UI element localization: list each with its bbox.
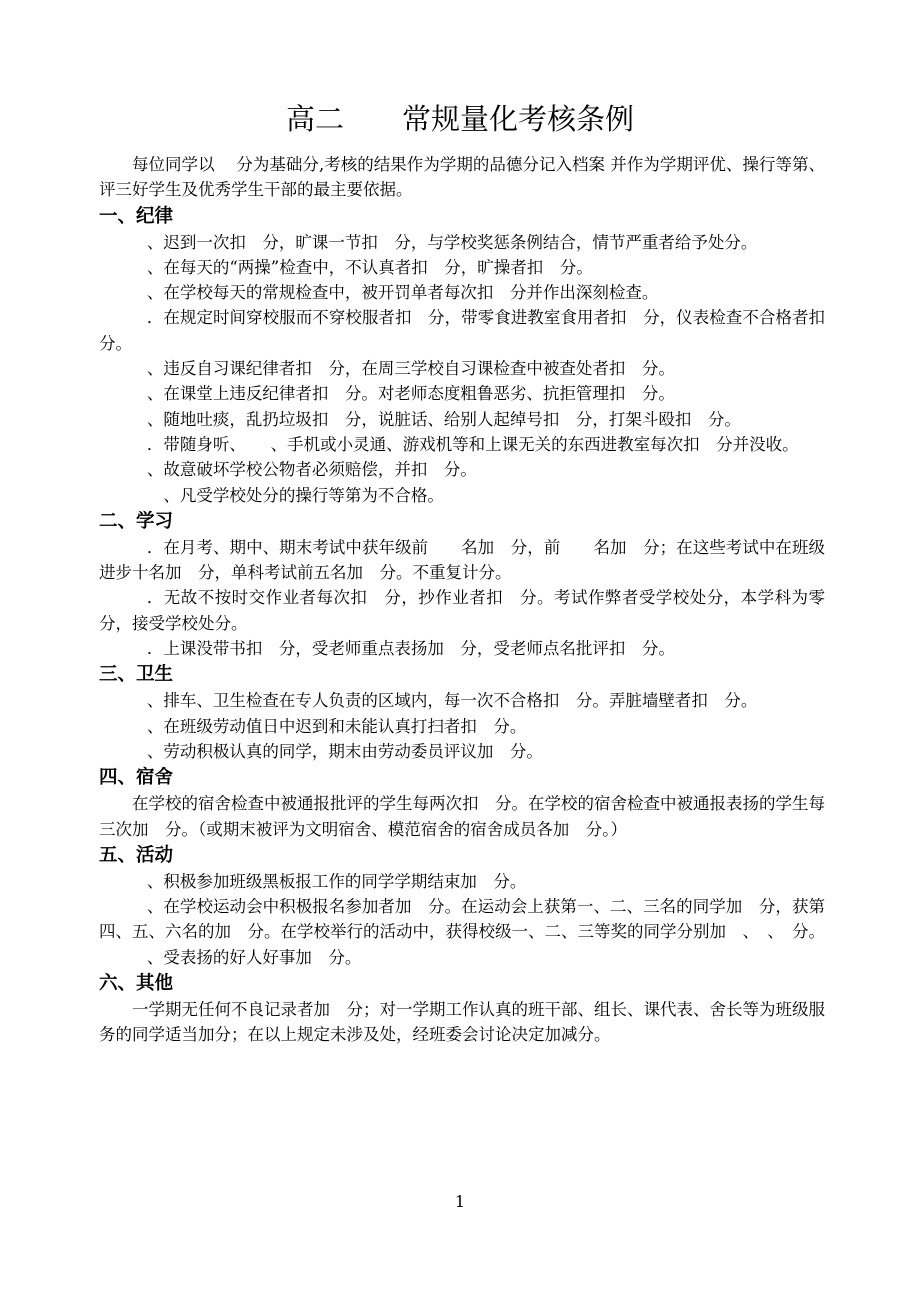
section-dormitory [99, 764, 825, 842]
rule-item: 、积极参加班级黑板报工作的同学学期结束加 分。 [146, 871, 527, 891]
section-study [99, 508, 825, 661]
intro-paragraph: 每位同学以 分为基础分,考核的结果作为学期的品德分记入档案 并作为学期评优、操行等第、评三好学生及优秀学生干部的最主要依据。 [99, 155, 825, 200]
rule-item: ．无故不按时交作业者每次扣 分，抄作业者扣 分。考试作弊者受学校处分，本学科为零分，接受学校处分。 [99, 588, 825, 633]
rule-item: 、在学校每天的常规检查中，被开罚单者每次扣 分并作出深刻检查。 [146, 283, 659, 303]
rule-item: 、在学校运动会中积极报名参加者加 分。在运动会上获第一、二、三名的同学加 分，获第四、五、六名的加 分。在学校举行的活动中，获得校级一、二、三等奖的同学分别加 、 、 分。 [99, 897, 825, 942]
document-body [99, 152, 842, 1048]
rule-item: ．在月考、期中、期末考试中获年级前 名加 分，前 名加 分；在这些考试中在班级进步十名加 分，单科考试前五名加 分。不重复计分。 [99, 537, 825, 583]
rule-item: 、迟到一次扣 分，旷课一节扣 分，与学校奖惩条例结合，情节严重者给予处分。 [146, 232, 758, 252]
section-hygiene [99, 661, 825, 764]
section-discipline [99, 203, 842, 508]
section-heading: 五、活动 [99, 844, 174, 866]
rule-item: ．带随身听、 、手机或小灵通、游戏机等和上课无关的东西进教室每次扣 分并没收。 [146, 434, 799, 454]
section-activities [99, 842, 825, 970]
rule-item: 、故意破坏学校公物者必须赔偿，并扣 分。 [146, 460, 477, 480]
section-other [99, 970, 825, 1048]
rule-item: 、排车、卫生检查在专人负责的区域内，每一次不合格扣 分。弄脏墙壁者扣 分。 [146, 691, 758, 711]
rule-item: ．在规定时间穿校服而不穿校服者扣 分，带零食进教室食用者扣 分，仪表检查不合格者扣 分。 [99, 308, 842, 353]
rule-item: 、劳动积极认真的同学，期末由劳动委员评议加 分。 [146, 741, 543, 761]
section-heading: 二、学习 [99, 510, 174, 532]
rule-item: 在学校的宿舍检查中被通报批评的学生每两次扣 分。在学校的宿舍检查中被通报表扬的学生每三次加 分。（或期末被评为文明宿舍、模范宿舍的宿舍成员各加 分。） [99, 794, 825, 839]
rule-item: 、凡受学校处分的操行等第为不合格。 [146, 485, 444, 505]
rule-item: 、违反自习课纪律者扣 分，在周三学校自习课检查中被查处者扣 分。 [146, 359, 675, 379]
section-heading: 六、其他 [99, 973, 174, 995]
rule-item: ．上课没带书扣 分，受老师重点表扬加 分，受老师点名批评扣 分。 [146, 639, 675, 659]
rule-item: 、在每天的“两操”检查中，不认真者扣 分，旷操者扣 分。 [146, 257, 593, 277]
page-number: 1 [454, 1192, 466, 1211]
rule-item: 一学期无任何不良记录者加 分；对一学期工作认真的班干部、组长、课代表、舍长等为班级服务的同学适当加分；在以上规定未涉及处，经班委会讨论决定加减分。 [99, 1000, 825, 1045]
section-heading: 四、宿舍 [99, 767, 174, 789]
rule-item: 、受表扬的好人好事加 分。 [146, 947, 362, 967]
section-heading: 三、卫生 [99, 664, 174, 686]
rule-item: 、在课堂上违反纪律者扣 分。对老师态度粗鲁恶劣、抗拒管理扣 分。 [146, 384, 675, 404]
rule-item: 、随地吐痰，乱扔垃圾扣 分，说脏话、给别人起绰号扣 分，打架斗殴扣 分。 [146, 409, 741, 429]
rule-item: 、在班级劳动值日中迟到和未能认真打扫者扣 分。 [146, 716, 527, 736]
document-title: 高二 常规量化考核条例 [285, 102, 634, 136]
section-heading: 一、纪律 [99, 205, 174, 227]
